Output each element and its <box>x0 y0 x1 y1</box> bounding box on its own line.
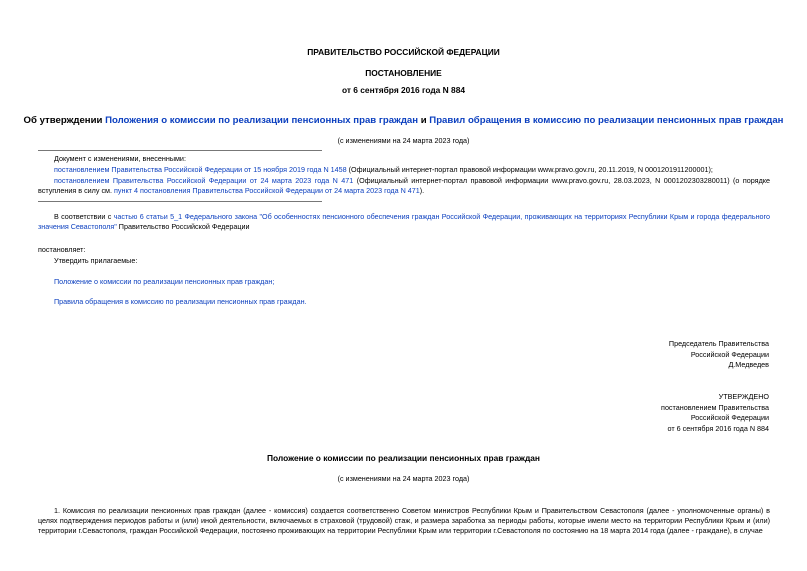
title-mid: и <box>418 115 430 126</box>
title-link-regulation[interactable]: Положения о комиссии по реализации пенсионных прав граждан <box>105 115 419 126</box>
section-paragraph-1: 1. Комиссия по реализации пенсионных прав граждан (далее - комиссия) создается соответственно Советом министров Республики Крым и Правительством Севастополя (далее - уполномоченные органы) в целях подтверждения периодов работы и (или) иной деятельности, включаемых в страховой (трудовой) стаж, и размера заработка за периоды работы, которые имели место на территории Республики Крым и (или) территории г.Севастополя, граждан Российской Федерации, постоянно проживающих на территории Республики Крым или территории г.Севастополя по состоянию на 18 марта 2014 года (далее - граждане), в случае <box>38 506 770 535</box>
date-number-heading: от 6 сентября 2016 года N 884 <box>341 85 466 95</box>
stamp-line-4: от 6 сентября 2016 года N 884 <box>667 423 769 433</box>
signature-block <box>669 339 769 371</box>
approved-item-rules-link[interactable]: Правила обращения в комиссию по реализации пенсионных прав граждан. <box>54 297 307 306</box>
amended-note: (с изменениями на 24 марта 2023 года) <box>337 136 470 145</box>
change-link-1458[interactable]: постановлением Правительства Российской Федерации от 15 ноября 2019 года N 1458 <box>54 165 347 174</box>
title-prefix: Об утверждении <box>23 115 106 126</box>
change-item-2 <box>38 176 770 196</box>
stamp-line-1: УТВЕРЖДЕНО <box>718 392 769 401</box>
decrees-text: постановляет: <box>38 245 86 254</box>
changes-intro: Документ с изменениями, внесенными: <box>54 154 186 163</box>
divider-bottom <box>38 201 322 202</box>
document-title <box>0 115 807 126</box>
change-item-2-rest: (Официальный интернет-портал правовой информации www.pravo.gov.ru, 28.03.2023, N 0001202303280011) (о порядке вступления в силу см. <box>38 176 770 195</box>
preamble-law-link[interactable]: частью 6 статьи 5_1 Федерального закона "Об особенностях пенсионного обеспечения граждан Российской Федерации, проживающих на территориях Республики Крым и города федерального значения Севастополя" <box>38 212 771 231</box>
change-item-1-rest: (Официальный интернет-портал правовой информации www.pravo.gov.ru, 20.11.2019, N 0001201911200001); <box>346 165 713 174</box>
preamble <box>38 212 770 232</box>
change-link-item4[interactable]: пункт 4 постановления Правительства Российской Федерации от 24 марта 2023 года N 471 <box>114 186 420 195</box>
government-heading: ПРАВИТЕЛЬСТВО РОССИЙСКОЙ ФЕДЕРАЦИИ <box>307 47 500 57</box>
doc-type-heading: ПОСТАНОВЛЕНИЕ <box>365 68 442 78</box>
approve-text: Утвердить прилагаемые: <box>54 256 138 265</box>
section-amended-note: (с изменениями на 24 марта 2023 года) <box>337 474 470 483</box>
stamp-line-2: постановлением Правительства <box>661 402 769 412</box>
stamp-line-3: Российской Федерации <box>690 413 769 422</box>
approved-stamp <box>661 392 769 434</box>
section-title: Положение о комиссии по реализации пенсионных прав граждан <box>266 453 540 463</box>
title-link-rules[interactable]: Правил обращения в комиссию по реализации пенсионных прав граждан <box>429 115 784 126</box>
preamble-text-2: Правительство Российской Федерации <box>116 222 250 231</box>
divider-top <box>38 150 322 151</box>
change-link-471[interactable]: постановлением Правительства Российской Федерации от 24 марта 2023 года N 471 <box>54 176 354 185</box>
signature-line-1: Председатель Правительства <box>668 339 769 348</box>
signature-line-2: Российской Федерации <box>690 349 769 359</box>
approved-item-regulation-link[interactable]: Положение о комиссии по реализации пенсионных прав граждан; <box>54 277 275 286</box>
preamble-text-1: В соответствии с <box>54 212 114 221</box>
change-item-1 <box>54 165 770 175</box>
change-item-2-end: ). <box>419 186 425 195</box>
signature-line-3: Д.Медведев <box>728 360 769 369</box>
